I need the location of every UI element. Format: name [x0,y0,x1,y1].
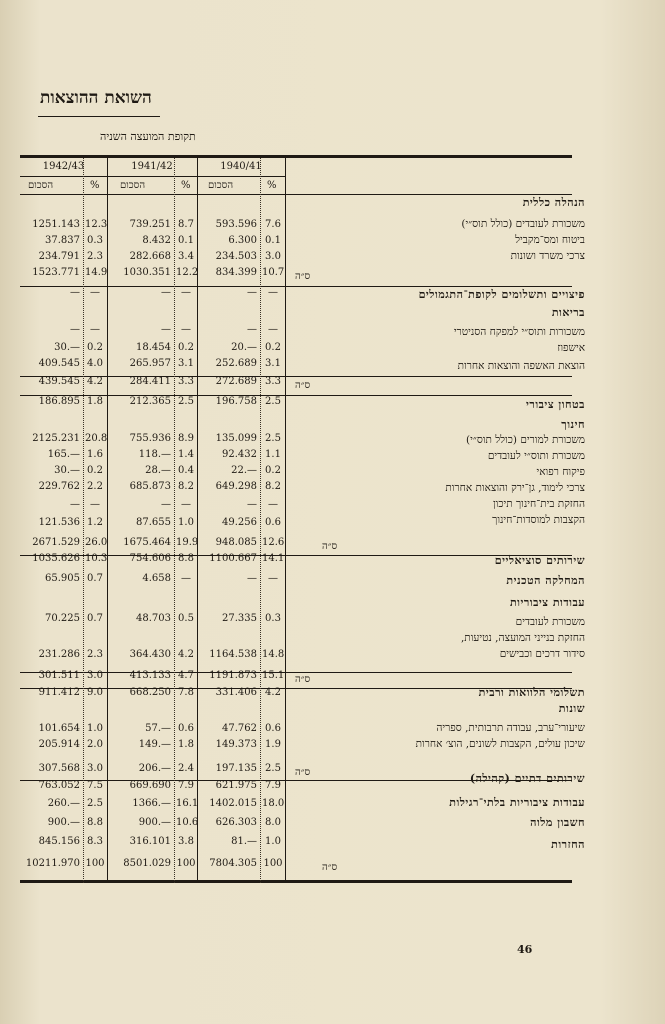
table-cell: 4.7 [178,670,194,681]
table-cell: — [90,324,100,335]
table-cell: 754.606 [129,553,171,564]
table-cell: 3.0 [87,763,103,774]
table-cell: 0.2 [87,465,103,476]
table-cell: 2.5 [265,763,281,774]
table-cell: 364.430 [129,649,171,660]
table-cell: 685.873 [129,481,171,492]
table-cell: 197.135 [215,763,257,774]
table-cell: 593.596 [215,219,257,230]
table-cell: 0.7 [87,573,103,584]
table-cell: 205.914 [38,739,80,750]
table-cell: 2.5 [178,396,194,407]
table-cell: — [161,324,171,335]
row-label: ביטוח ומס־מקביל [515,234,585,246]
table-cell: 3.1 [265,358,281,369]
table-cell: 186.895 [38,396,80,407]
table-cell: 1.1 [265,449,281,460]
table-cell: 206.— [138,763,171,774]
table-cell: — [247,287,257,298]
header-bottom-rule [20,194,572,195]
table-cell: — [247,499,257,510]
column-divider [285,158,286,883]
table-cell: 0.6 [265,517,281,528]
column-header-sum: הסכום [208,180,234,191]
column-divider [174,158,175,883]
section-heading: שירותים סוציאליים [494,554,585,567]
table-cell: 26.0 [85,537,108,548]
section-heading: תשלומי הלוואות ורבית [478,686,585,699]
table-cell: 229.762 [38,481,80,492]
table-cell: 14.9 [85,267,108,278]
table-cell: 20.8 [85,433,108,444]
table-cell: 1191.873 [209,670,257,681]
table-cell: 22.— [231,465,257,476]
table-cell: 3.3 [265,376,281,387]
table-cell: 37.837 [45,235,80,246]
table-cell: 100 [263,858,283,869]
section-heading: עבודות ציבוריות [509,596,585,609]
table-cell: 1675.464 [123,537,171,548]
table-cell: 3.0 [265,251,281,262]
table-cell: 7.9 [178,780,194,791]
section-heading: שונות [558,702,585,715]
table-cell: 121.536 [38,517,80,528]
section-heading: פיצויים ותשלומים לקופת־התגמולים [418,288,585,301]
table-cell: 12.2 [176,267,199,278]
table-cell: 196.758 [215,396,257,407]
table-cell: 8.9 [178,433,194,444]
row-label: הוצאת האשפה והוצאות אחרות [457,360,585,372]
table-cell: 8.7 [178,219,194,230]
table-cell: 252.689 [215,358,257,369]
table-cell: 1366.— [132,798,171,809]
table-cell: 260.— [47,798,80,809]
row-label: משכורת לעובדים [515,616,585,628]
table-cell: — [161,287,171,298]
table-cell: 1.4 [178,449,194,460]
section-heading: בטחון ציבורי [526,398,585,411]
table-cell: 30.— [54,342,80,353]
table-cell: 28.— [145,465,171,476]
table-cell: 439.545 [38,376,80,387]
table-cell: 4.0 [87,358,103,369]
table-cell: 1.9 [265,739,281,750]
table-cell: 57.— [145,723,171,734]
year-header: 1940/41 [220,161,262,172]
subtotal-mark: ס״ה [322,862,338,873]
table-cell: 234.791 [38,251,80,262]
table-cell: 7.9 [265,780,281,791]
table-cell: 1.0 [265,836,281,847]
row-label: משכורת ותוס״י לעובדים [487,450,585,462]
table-cell: 6.300 [228,235,257,246]
subtotal-mark: ס״ה [295,767,311,778]
table-cell: 1.8 [87,396,103,407]
table-cell: 19.9 [176,537,199,548]
table-cell: 16.1 [176,798,199,809]
row-label: משכורת למורים (כולל תוס״י) [466,434,585,446]
table-cell: 100 [85,858,105,869]
table-cell: 649.298 [215,481,257,492]
page-number: 46 [517,943,533,956]
row-label: צרכי לימוד, גן־ירק והוצאות אחרות [445,482,585,494]
page-subtitle: תקופת המועצה השניה [100,130,196,143]
table-cell: 834.399 [215,267,257,278]
table-cell: — [181,573,191,584]
column-divider [260,158,261,883]
table-cell: 4.658 [142,573,171,584]
table-cell: 30.— [54,465,80,476]
table-cell: 0.5 [178,613,194,624]
table-cell: — [70,324,80,335]
table-cell: — [70,287,80,298]
table-cell: 0.2 [265,465,281,476]
table-cell: 212.365 [129,396,171,407]
table-cell: 284.411 [129,376,171,387]
table-cell: 20.— [231,342,257,353]
row-label: אישפוז [557,342,585,354]
section-heading: חינוך [561,418,585,431]
table-cell: 47.762 [222,723,257,734]
table-cell: 8501.029 [123,858,171,869]
column-divider [83,158,84,883]
section-heading: עבודות ציבוריות בלתי־רגילות [449,796,585,809]
year-header-rule [20,176,285,177]
table-cell: 316.101 [129,836,171,847]
table-cell: 8.8 [178,553,194,564]
table-cell: 272.689 [215,376,257,387]
table-cell: 8.3 [87,836,103,847]
section-heading: בריאות [551,306,585,319]
table-cell: 621.975 [215,780,257,791]
table-cell: 12.6 [262,537,285,548]
table-cell: 15.1 [262,670,285,681]
table-cell: — [268,324,278,335]
table-cell: 3.8 [178,836,194,847]
table-cell: 100 [176,858,196,869]
table-cell: — [90,499,100,510]
table-cell: 101.654 [38,723,80,734]
table-cell: 3.4 [178,251,194,262]
table-cell: 92.432 [222,449,257,460]
table-cell: 4.2 [265,687,281,698]
row-label: שיכון עולים, הקצבות לשונים, הוצ׳ אחרות [415,738,585,750]
table-cell: 1030.351 [123,267,171,278]
table-cell: 0.2 [87,342,103,353]
table-cell: 9.0 [87,687,103,698]
table-cell: 0.4 [178,465,194,476]
table-bottom-rule [20,880,572,883]
table-cell: 307.568 [38,763,80,774]
table-cell: 1.0 [87,723,103,734]
row-label: משכורות ותוס״י למפקח הסניטרי [453,326,585,338]
section-heading: הנהלה כללית [522,196,585,209]
table-cell: 1.2 [87,517,103,528]
year-header: 1942/43 [42,161,85,172]
table-cell: 231.286 [38,649,80,660]
table-cell: 81.— [231,836,257,847]
row-label: משכורת לעובדים (כולל תוס״י) [461,218,585,230]
row-label: פיקוח רפואי [536,466,585,478]
table-cell: 1.6 [87,449,103,460]
table-cell: 0.2 [178,342,194,353]
table-cell: 3.3 [178,376,194,387]
table-cell: 0.6 [178,723,194,734]
subtotal-mark: ס״ה [295,380,311,391]
table-cell: — [181,324,191,335]
table-cell: 2.2 [87,481,103,492]
table-cell: 10211.970 [25,858,80,869]
table-cell: — [247,573,257,584]
table-cell: 7.6 [265,219,281,230]
table-cell: — [268,499,278,510]
table-cell: 265.957 [129,358,171,369]
table-cell: 1523.771 [32,267,80,278]
table-cell: 149.373 [215,739,257,750]
table-cell: 118.— [138,449,171,460]
column-header-sum: הסכום [120,180,146,191]
section-heading: שירותים דתיים (קהילה) [469,772,585,785]
column-header-pct: % [181,180,191,191]
table-cell: 48.703 [136,613,171,624]
table-cell: 900.— [47,817,80,828]
table-cell: 14.1 [262,553,285,564]
table-cell: 626.303 [215,817,257,828]
table-cell: 0.6 [265,723,281,734]
row-label: החזקת בית־חינוך תיכון [493,498,585,510]
table-cell: 739.251 [129,219,171,230]
table-cell: 301.511 [38,670,80,681]
title-underline [38,116,160,117]
table-cell: — [268,573,278,584]
table-cell: 70.225 [45,613,80,624]
table-cell: — [90,287,100,298]
table-cell: 2671.529 [32,537,80,548]
table-cell: 0.1 [178,235,194,246]
table-cell: 409.545 [38,358,80,369]
table-cell: 27.335 [222,613,257,624]
row-label: סידור דרכים וכבישים [499,648,585,660]
table-cell: 7.8 [178,687,194,698]
table-cell: 65.905 [45,573,80,584]
page-title: השואת ההוצאות [40,88,152,108]
row-label: החזקת בנייני המועצה, נטיעות, [460,632,585,644]
table-cell: 135.099 [215,433,257,444]
table-cell: 1164.538 [209,649,257,660]
table-cell: 668.250 [129,687,171,698]
table-cell: 1251.143 [32,219,80,230]
table-cell: 10.3 [85,553,108,564]
table-cell: 0.3 [265,613,281,624]
table-cell: 413.133 [129,670,171,681]
section-heading: חשבון מלוה [530,816,585,829]
table-cell: 1035.626 [32,553,80,564]
year-header: 1941/42 [131,161,173,172]
column-divider [107,158,108,883]
section-heading: המחלקה הטכנית [506,574,585,587]
table-cell: 331.406 [215,687,257,698]
table-cell: 1402.015 [209,798,257,809]
table-cell: 0.1 [265,235,281,246]
table-cell: 1100.667 [209,553,257,564]
table-cell: 2.3 [87,251,103,262]
column-header-pct: % [267,180,277,191]
table-cell: 12.3 [85,219,108,230]
table-cell: 7.5 [87,780,103,791]
table-top-rule [20,155,572,158]
row-label: צרכי משרד ושונות [510,250,585,262]
table-cell: 49.256 [222,517,257,528]
table-cell: 282.668 [129,251,171,262]
table-cell: 1.8 [178,739,194,750]
subtotal-mark: ס״ה [322,541,338,552]
table-cell: 8.2 [178,481,194,492]
table-cell: 3.0 [87,670,103,681]
table-cell: 3.1 [178,358,194,369]
table-cell: 0.7 [87,613,103,624]
table-cell: 845.156 [38,836,80,847]
column-header-pct: % [90,180,100,191]
table-cell: 2.4 [178,763,194,774]
table-cell: 149.— [138,739,171,750]
table-cell: 4.2 [178,649,194,660]
table-cell: — [181,287,191,298]
table-cell: 2.3 [87,649,103,660]
table-cell: 10.7 [262,267,285,278]
table-cell: — [247,324,257,335]
table-cell: 4.2 [87,376,103,387]
subtotal-mark: ס״ה [295,674,311,685]
table-cell: 755.936 [129,433,171,444]
table-cell: 10.6 [176,817,199,828]
table-cell: 18.0 [262,798,285,809]
row-label: שיעורי־ערב, עבודה תרבותית, ספריה [436,722,585,734]
table-cell: 900.— [138,817,171,828]
table-cell: — [70,499,80,510]
table-cell: 911.412 [38,687,80,698]
row-label: הקצבות למוסדות־חינוך [492,514,585,526]
table-cell: 2125.231 [32,433,80,444]
table-cell: 2.0 [87,739,103,750]
table-cell: 1.0 [178,517,194,528]
table-cell: 2.5 [87,798,103,809]
table-cell: 7804.305 [209,858,257,869]
table-cell: — [161,499,171,510]
table-cell: 8.8 [87,817,103,828]
table-cell: 8.2 [265,481,281,492]
table-cell: 234.503 [215,251,257,262]
table-cell: 0.2 [265,342,281,353]
table-cell: 8.0 [265,817,281,828]
table-cell: 0.3 [87,235,103,246]
table-cell: 2.5 [265,396,281,407]
column-header-sum: הסכום [28,180,54,191]
table-cell: 8.432 [142,235,171,246]
table-cell: 165.— [47,449,80,460]
table-cell: 14.8 [262,649,285,660]
section-heading: החזרות [551,838,585,851]
table-cell: 763.052 [38,780,80,791]
table-cell: 2.5 [265,433,281,444]
table-cell: 948.085 [215,537,257,548]
table-cell: 87.655 [136,517,171,528]
table-cell: — [181,499,191,510]
table-cell: 18.454 [136,342,171,353]
table-cell: — [268,287,278,298]
table-cell: 669.690 [129,780,171,791]
subtotal-mark: ס״ה [295,271,311,282]
